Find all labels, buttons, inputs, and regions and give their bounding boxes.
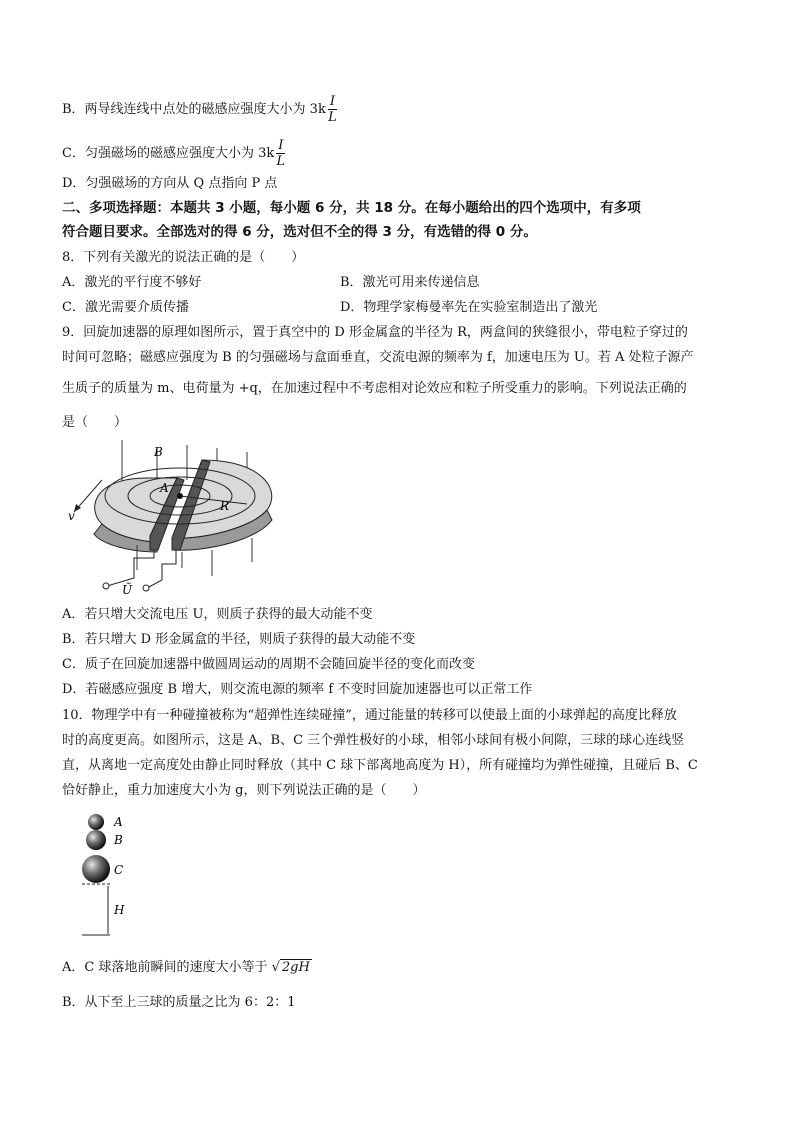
figure-label-b: B	[154, 445, 163, 459]
q9-option-b: B．若只增大 D 形金属盒的半径，则质子获得的最大动能不变	[62, 632, 416, 647]
q8-option-a: A．激光的平行度不够好	[62, 275, 202, 290]
q10-option-a	[62, 958, 312, 978]
terminal-left	[103, 583, 109, 589]
q9-stem-line2: 时间可忽略；磁感应强度为 B 的匀强磁场与盒面垂直，交流电源的频率为 f，加速电压为 U。若 A 处粒子源产	[62, 350, 694, 365]
q10-stem-line1: 10．物理学中有一种碰撞被称为“超弹性连续碰撞”，通过能量的转移可以使最上面的小球弹起的高度比释放	[62, 708, 677, 723]
q8-stem: 8．下列有关激光的说法正确的是（ ）	[62, 250, 305, 265]
q7-option-b-text: B．两导线连线中点处的磁感应强度大小为 3k	[62, 102, 326, 117]
label-a: A	[114, 815, 123, 829]
ball-c	[82, 855, 110, 883]
fraction-numerator: I	[329, 94, 335, 109]
label-c: C	[114, 863, 124, 877]
q9-stem-line3: 生质子的质量为 m、电荷量为 +q，在加速过程中不考虑相对论效应和粒子所受重力的影响。下列说法正确的	[62, 381, 687, 396]
figure-label-r: R	[220, 499, 230, 513]
cyclotron-figure	[62, 440, 292, 600]
figure-label-a: A	[160, 481, 169, 495]
q9-option-c: C．质子在回旋加速器中做圆周运动的周期不会随回旋半径的变化而改变	[62, 657, 475, 672]
fraction-denominator: L	[328, 110, 337, 125]
q7-option-b	[62, 94, 337, 125]
q8-option-b: B．激光可用来传递信息	[340, 275, 480, 290]
fraction-denominator: L	[276, 154, 286, 169]
figure-label-u: Ũ	[122, 583, 133, 597]
q9-option-a: A．若只增大交流电压 U，则质子获得的最大动能不变	[62, 607, 373, 622]
fraction-i-over-l	[328, 94, 337, 125]
q9-option-d: D．若磁感应强度 B 增大，则交流电源的频率 f 不变时回旋加速器也可以正常工作	[62, 682, 533, 697]
fraction-numerator: I	[278, 138, 284, 153]
ball-a	[88, 814, 104, 830]
ac-wire-right	[147, 550, 176, 588]
figure-label-v: v	[68, 509, 75, 523]
q10-stem-line4: 恰好静止，重力加速度大小为 g，则下列说法正确的是（ ）	[62, 783, 426, 798]
q10-stem-line3: 直，从离地一定高度处由静止同时释放（其中 C 球下部离地高度为 H），所有碰撞均为弹性碰撞，且碰后 B、C	[62, 758, 698, 773]
q10-option-a-text: A．C 球落地前瞬间的速度大小等于	[62, 960, 268, 975]
q8-option-d: D．物理学家梅曼率先在实验室制造出了激光	[340, 300, 598, 315]
label-h: H	[114, 903, 125, 917]
q7-option-c	[62, 138, 285, 169]
q8-option-c: C．激光需要介质传播	[62, 300, 189, 315]
q9-stem-line4: 是（ ）	[62, 415, 128, 430]
section-heading-line2: 符合题目要求。全部选对的得 6 分，选对但不全的得 3 分，有选错的得 0 分。	[62, 224, 537, 240]
label-b: B	[114, 833, 123, 847]
q10-stem-line2: 时的高度更高。如图所示，这是 A、B、C 三个弹性极好的小球，相邻小球间有极小间隙，三球的球心连线竖	[62, 733, 685, 748]
ball-b	[86, 830, 106, 850]
terminal-right	[143, 585, 149, 591]
fraction-i-over-l	[276, 138, 285, 169]
q10-option-b: B．从下至上三球的质量之比为 6：2：1	[62, 995, 296, 1010]
q7-option-d: D．匀强磁场的方向从 Q 点指向 P 点	[62, 176, 278, 191]
sqrt-radicand: 2gH	[281, 960, 310, 975]
q7-option-c-text: C．匀强磁场的磁感应强度大小为 3k	[62, 146, 275, 161]
q9-stem-line1: 9．回旋加速器的原理如图所示，置于真空中的 D 形金属盒的半径为 R，两盒间的狭缝很小，带电粒子穿过的	[62, 325, 688, 340]
ac-wire-left	[107, 550, 154, 586]
stacked-balls-figure	[78, 810, 148, 942]
sqrt-sign: √	[271, 960, 280, 975]
section-heading-line1: 二、多项选择题：本题共 3 小题，每小题 6 分，共 18 分。在每小题给出的四个选项中，有多项	[62, 200, 641, 216]
